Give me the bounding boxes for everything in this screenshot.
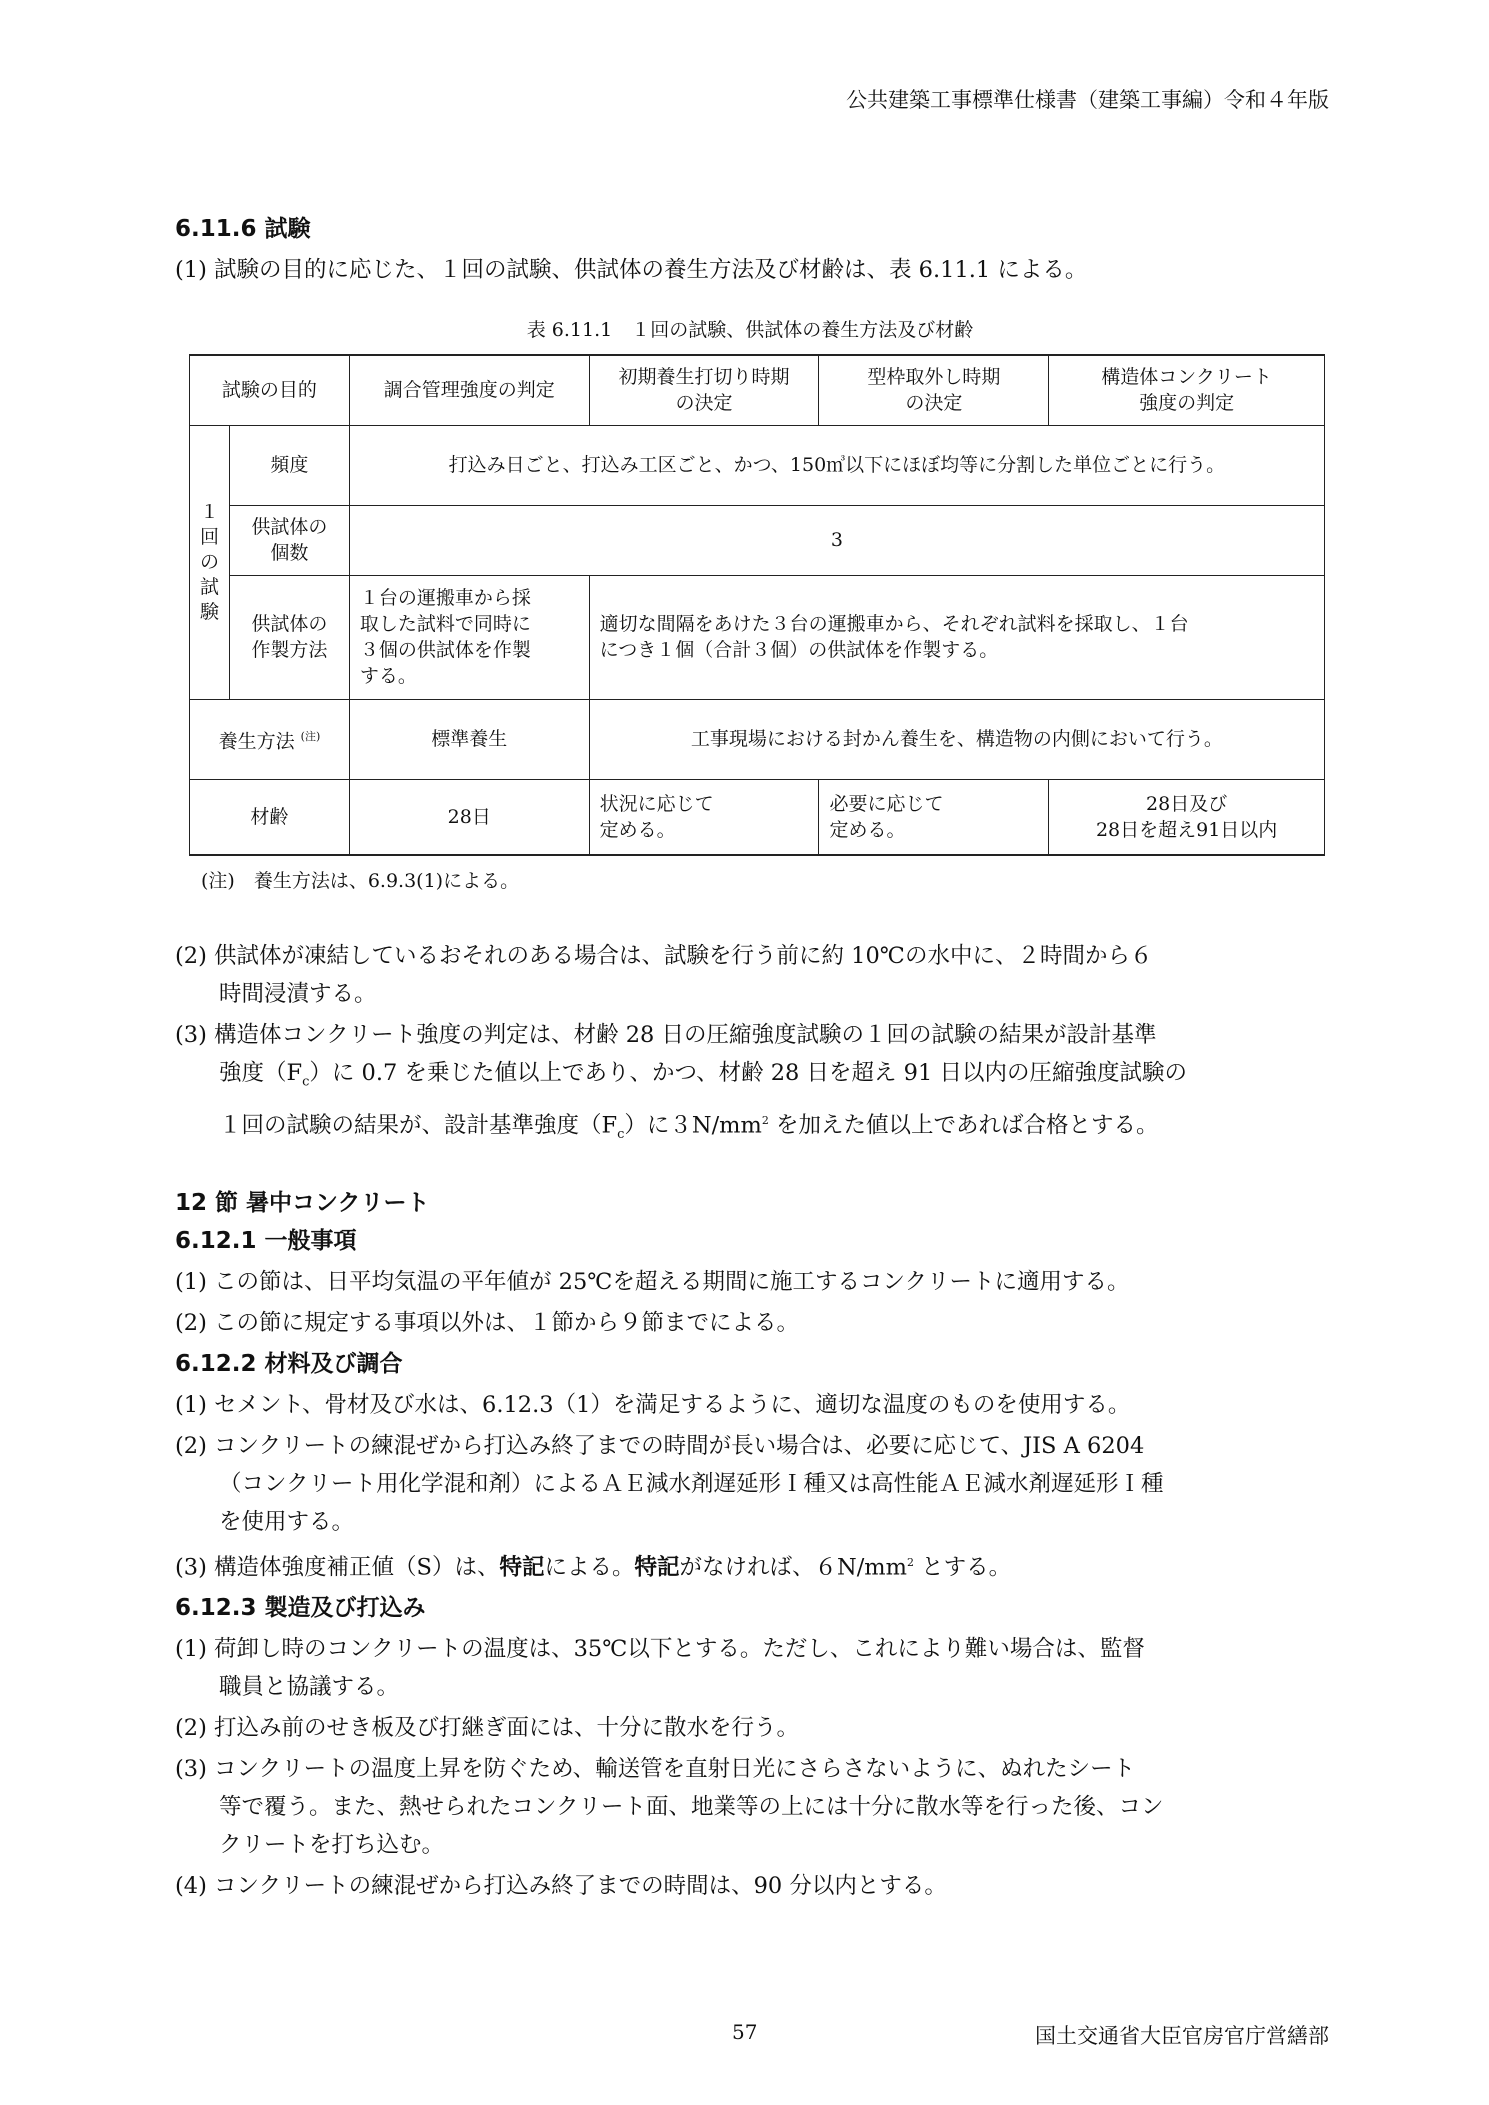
value-age-initial: 状況に応じて 定める。 [589,779,819,855]
chapter-heading-12: 12 節 暑中コンクリート [175,1189,430,1216]
note-marker: (注) [300,729,321,743]
paragraph: (4) コンクリートの練混ぜから打込み終了までの時間は、90 分以内とする。 [175,1873,947,1899]
row-frequency [190,425,1325,505]
label-age: 材齢 [190,779,350,855]
section-heading-6-12-3: 6.12.3 製造及び打込み [175,1595,426,1621]
value-frequency: 打込み日ごと、打込み工区ごと、かつ、150㎥以下にほぼ均等に分割した単位ごとに行う。 [349,425,1324,505]
value-method-mix: １台の運搬車から採 取した試料で同時に ３個の供試体を作製 する。 [349,575,589,699]
label-specimen-method: 供試体の 作製方法 [229,575,349,699]
paragraph: (3) 構造体強度補正値（S）は、特記による。特記がなければ、$6N/mm^2$ とする。 [175,1554,1012,1580]
value-age-mix: 28日 [349,779,589,855]
test-table [189,354,1325,856]
page-content [175,210,1325,1908]
header-purpose: 試験の目的 [190,355,350,425]
paragraph: (2) 打込み前のせき板及び打継ぎ面には、十分に散水を行う。 [175,1715,800,1741]
paragraph: (1) この節は、日平均気温の平年値が 25℃を超える期間に施工するコンクリートに適用する。 [175,1268,1130,1295]
label-curing: 養生方法 $^{(注)}$ [190,699,350,779]
row-curing [190,699,1325,779]
value-curing-other: 工事現場における封かん養生を、構造物の内側において行う。 [589,699,1324,779]
page-number: 57 [732,2020,758,2044]
value-curing-mix: 標準養生 [349,699,589,779]
paragraph: (1) セメント、骨材及び水は、6.12.3（1）を満足するように、適切な温度のものを使用する。 [175,1391,1131,1418]
row-age [190,779,1325,855]
section-heading-6-11-6: 6.11.6 試験 [175,216,311,242]
value-age-form: 必要に応じて 定める。 [819,779,1049,855]
running-header: 公共建築工事標準仕様書（建築工事編）令和４年版 [846,88,1329,112]
table-caption: 表 6.11.1 １回の試験、供試体の養生方法及び材齢 [526,319,974,341]
row-specimen-count [190,505,1325,575]
value-age-structural: 28日及び 28日を超え91日以内 [1049,779,1325,855]
section-heading-6-12-2: 6.12.2 材料及び調合 [175,1350,403,1377]
label-frequency: 頻度 [229,425,349,505]
label-specimen-count: 供試体の 個数 [229,505,349,575]
value-method-other: 適切な間隔をあけた３台の運搬車から、それぞれ試料を採取し、１台 につき１個（合計３個）の供試体を作製する。 [589,575,1324,699]
header-structural-strength: 構造体コンクリート 強度の判定 [1049,355,1325,425]
paragraph: (1) 荷卸し時のコンクリートの温度は、35℃以下とする。ただし、これにより難い場合は、監督 職員と協議する。 [175,1636,1145,1700]
header-mix-strength: 調合管理強度の判定 [349,355,589,425]
header-initial-curing: 初期養生打切り時期 の決定 [589,355,819,425]
vertical-label-one-test: １ 回 の 試 験 [190,425,230,699]
footer-organization: 国土交通省大臣官房官庁営繕部 [1035,2024,1329,2048]
paragraph: (3) コンクリートの温度上昇を防ぐため、輸送管を直射日光にさらさないように、ぬれたシート 等で覆う。また、熱せられたコンクリート面、地業等の上には十分に散水等を行った後、コン クリートを打ち込む。 [175,1756,1164,1858]
section-heading-6-12-1: 6.12.1 一般事項 [175,1227,357,1254]
header-form-removal: 型枠取外し時期 の決定 [819,355,1049,425]
value-specimen-count: 3 [349,505,1324,575]
paragraph: (2) コンクリートの練混ぜから打込み終了までの時間が長い場合は、必要に応じて、JIS A 6204 （コンクリート用化学混和剤）によるＡＥ減水剤遅延形Ｉ種又は高性能ＡＥ減水剤遅延形Ｉ種 を使用する。 [175,1432,1164,1535]
paragraph: (2) 供試体が凍結しているおそれのある場合は、試験を行う前に約 10℃の水中に、２時間から６ 時間浸漬する。 [175,943,1153,1007]
paragraph: (1) 試験の目的に応じた、１回の試験、供試体の養生方法及び材齢は、表 6.11.1 による。 [175,257,1088,283]
paragraph: (2) この節に規定する事項以外は、１節から９節までによる。 [175,1309,800,1336]
paragraph: (3) 構造体コンクリート強度の判定は、材齢 28 日の圧縮強度試験の１回の試験の結果が設計基準 強度$(F_c)$に 0.7 を乗じた値以上であり、かつ、材齢 28 日を超え 91 日以内の圧縮強度試験の １回の試験の結果が、設計基準強度$(F_c)$に$3N/mm^2$ を加えた値以上であれば合格とする。 [175,1022,1187,1142]
table-header-row [190,355,1325,425]
table-note: (注) 養生方法は、6.9.3(1)による。 [201,870,520,892]
row-specimen-method [190,575,1325,699]
